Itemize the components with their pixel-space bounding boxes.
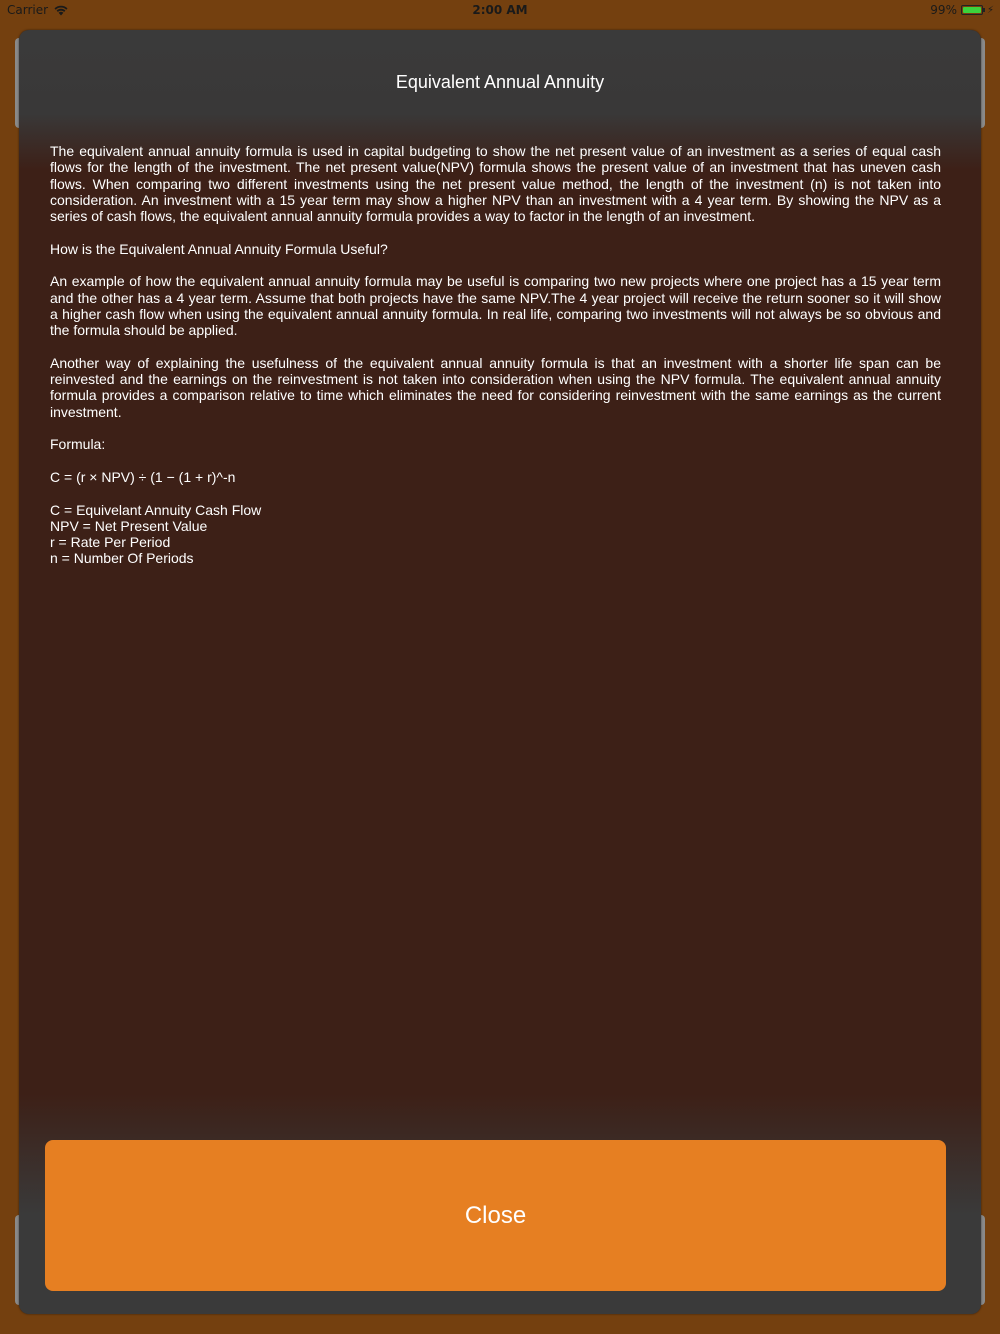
formula-label: Formula: [50, 436, 106, 453]
usefulness-heading: How is the Equivalent Annual Annuity Formula Useful? [50, 240, 388, 257]
reinvestment-paragraph: Another way of explaining the usefulness of the equivalent annual annuity formula is that an investment with a shorter life span can be reinvested and the earnings on the reinvestment is not taken into consideration when using the NPV formula. The equivalent annual annuity formula provides a comparison relative to time which eliminates the need for considering reinvestment with the same earnings as the current investment. [50, 354, 941, 420]
definition-r: r = Rate Per Period [50, 534, 171, 551]
close-button[interactable]: Close [45, 1140, 946, 1291]
charging-icon: ⚡ [986, 4, 994, 16]
definition-c: C = Equivelant Annuity Cash Flow [50, 501, 262, 518]
status-bar [0, 0, 1000, 22]
variable-definitions [50, 502, 941, 567]
definition-npv: NPV = Net Present Value [50, 517, 208, 534]
status-right [930, 3, 994, 17]
info-modal [19, 30, 981, 1314]
battery-fill [963, 7, 981, 13]
battery-icon [961, 5, 983, 15]
definition-n: n = Number Of Periods [50, 550, 194, 567]
modal-title: Equivalent Annual Annuity [395, 72, 605, 92]
battery-percent: 99% [930, 3, 957, 17]
modal-body-text [50, 143, 941, 567]
example-paragraph: An example of how the equivalent annual annuity formula may be useful is comparing two new projects where one project has a 15 year term and the other has a 4 year term. Assume that both projects have the same NPV.The 4 year project will receive the return sooner so it will show a higher cash flow when using the equivalent annual annuity formula. In real life, comparing two investments will not always be so obvious and the formula should be applied. [50, 273, 941, 339]
formula-expression: C = (r × NPV) ÷ (1 − (1 + r)^-n [50, 468, 236, 485]
status-time: 2:00 AM [472, 3, 528, 17]
intro-paragraph: The equivalent annual annuity formula is used in capital budgeting to show the net present value of an investment as a series of equal cash flows for the length of the investment. The net present value(NPV) formula shows the present value of an investment that has uneven cash flows. When comparing two different investments using the net present value method, the length of the investment (n) is not taken into consideration. An investment with a 15 year term may show a higher NPV than an investment with a 4 year term. By showing the NPV as a series of cash flows, the equivalent annual annuity formula provides a way to factor in the length of an investment. [50, 143, 941, 225]
carrier-label: Carrier [7, 3, 49, 17]
